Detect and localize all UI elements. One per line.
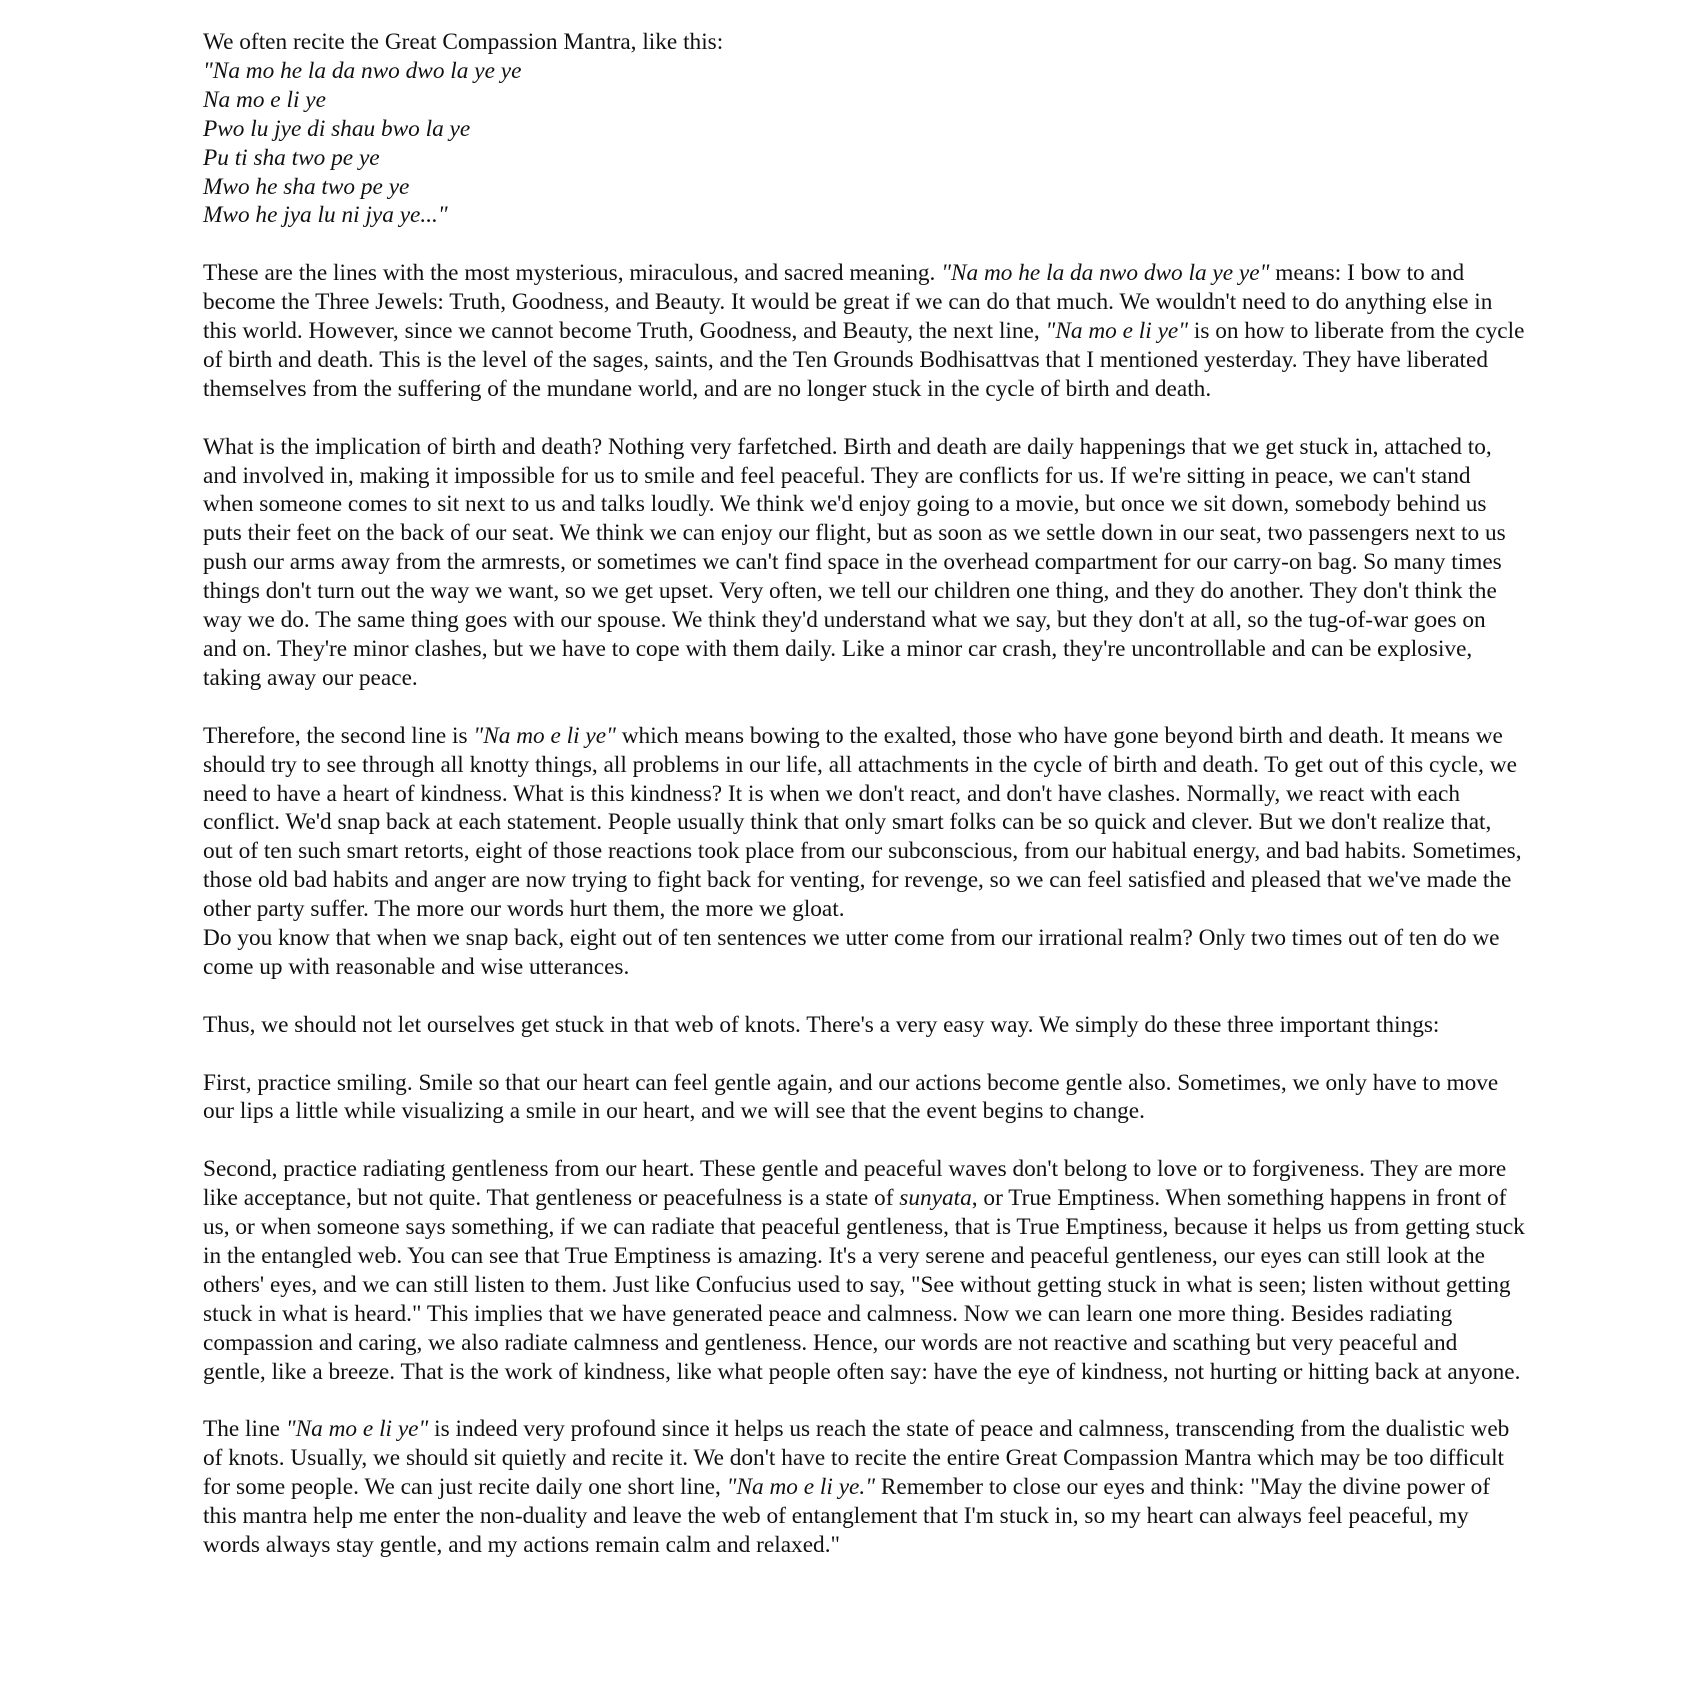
mantra-line: Mwo he sha two pe ye	[203, 173, 410, 200]
mantra-quote: "Na mo he la da nwo dwo la ye ye"	[941, 260, 1270, 287]
paragraph-birth-and-death: What is the implication of birth and death? Nothing very farfetched. Birth and death are daily happenings that we get stuck in, attached to, and involved in, making it impossible for us to smile and feel peaceful. They are conflicts for us. If we're sitting in peace, we can't stand when someone comes to sit next to us and talks loudly. We think we'd enjoy going to a movie, but once we sit down, somebody behind us puts their feet on the back of our seat. We think we can enjoy our flight, but as soon as we settle down in our seat, two passengers next to us push our arms away from the armrests, or sometimes we can't find space in the overhead compartment for our carry-on bag. So many times things don't turn out the way we want, so we get upset. Very often, we tell our children one thing, and they do another. They don't think the way we do. The same thing goes with our spouse. We think they'd understand what we say, but they don't at all, so the tug-of-war goes on and on. They're minor clashes, but we have to cope with them daily. Like a minor car crash, they're uncontrollable and can be explosive, taking away our peace.	[203, 433, 1506, 691]
sunyata-term: sunyata	[899, 1185, 972, 1212]
paragraph-second-practice: Second, practice radiating gentleness from our heart. These gentle and peaceful waves don't belong to love or to forgiveness. They are more like acceptance, but not quite. That gentleness or peacefulness is a state of sunyata, or True Emptiness. When something happens in front of us, or when someone says something, if we can radiate that peaceful gentleness, that is True Emptiness, because it helps us from getting stuck in the entangled web. You can see that True Emptiness is amazing. It's a very serene and peaceful gentleness, our eyes can still look at the others' eyes, and we can still listen to them. Just like Confucius used to say, "See without getting stuck in what is seen; listen without getting stuck in what is heard." This implies that we have generated peace and calmness. Now we can learn one more thing. Besides radiating compassion and caring, we also radiate calmness and gentleness. Hence, our words are not reactive and scathing but very peaceful and gentle, like a breeze. That is the work of kindness, like what people often say: have the eye of kindness, not hurting or hitting back at anyone.	[203, 1156, 1525, 1385]
mantra-line: Mwo he jya lu ni jya ye..."	[203, 202, 448, 229]
paragraph-meaning: These are the lines with the most mysterious, miraculous, and sacred meaning. "Na mo he la da nwo dwo la ye ye" means: I bow to and become the Three Jewels: Truth, Goodness, and Beauty. It would be great if we can do that much. We wouldn't need to do anything else in this world. However, since we cannot become Truth, Goodness, and Beauty, the next line, "Na mo e li ye" is on how to liberate from the cycle of birth and death. This is the level of the sages, saints, and the Ten Grounds Bodhisattvas that I mentioned yesterday. They have liberated themselves from the suffering of the mundane world, and are no longer stuck in the cycle of birth and death.	[203, 260, 1525, 402]
mantra-line: Pwo lu jye di shau bwo la ye	[203, 115, 471, 142]
mantra-quote: "Na mo e li ye"	[1045, 318, 1189, 345]
paragraph-web-of-knots: Thus, we should not let ourselves get stuck in that web of knots. There's a very easy way. We simply do these three important things:	[203, 1011, 1440, 1038]
mantra-line: Na mo e li ye	[203, 86, 326, 113]
document-page	[203, 28, 1525, 1560]
mantra-quote: "Na mo e li ye"	[473, 722, 616, 749]
mantra-quote: "Na mo e li ye"	[285, 1416, 429, 1443]
paragraph-first-practice: First, practice smiling. Smile so that our heart can feel gentle again, and our actions become gentle also. Sometimes, we only have to move our lips a little while visualizing a smile in our heart, and we will see that the event begins to change.	[203, 1069, 1499, 1125]
mantra-quote: "Na mo e li ye."	[726, 1474, 875, 1501]
intro-line: We often recite the Great Compassion Mantra, like this:	[203, 29, 724, 55]
mantra-line: Pu ti sha two pe ye	[203, 144, 380, 171]
paragraph-snap-back: Do you know that when we snap back, eight out of ten sentences we utter come from our irrational realm? Only two times out of ten do we come up with reasonable and wise utterances.	[203, 925, 1500, 980]
paragraph-profound-line: The line "Na mo e li ye" is indeed very profound since it helps us reach the state of peace and calmness, transcending from the dualistic web of knots. Usually, we should sit quietly and recite it. We don't have to recite the entire Great Compassion Mantra which may be too difficult for some people. We can just recite daily one short line, "Na mo e li ye." Remember to close our eyes and think: "May the divine power of this mantra help me enter the non-duality and leave the web of entanglement that I'm stuck in, so my heart can always feel peaceful, my words always stay gentle, and my actions remain calm and relaxed."	[203, 1416, 1510, 1559]
mantra-line: "Na mo he la da nwo dwo la ye ye	[203, 57, 522, 84]
mantra-block	[203, 28, 1525, 230]
paragraph-second-line: Therefore, the second line is "Na mo e li ye" which means bowing to the exalted, those who have gone beyond birth and death. It means we should try to see through all knotty things, all problems in our life, all attachments in the cycle of birth and death. To get out of this cycle, we need to have a heart of kindness. What is this kindness? It is when we don't react, and don't have clashes. Normally, we react with each conflict. We'd snap back at each statement. People usually think that only smart folks can be so quick and clever. But we don't realize that, out of ten such smart retorts, eight of those reactions took place from our subconscious, from our habitual energy, and bad habits. Sometimes, those old bad habits and anger are now trying to fight back for venting, for revenge, so we can feel satisfied and pleased that we've made the other party suffer. The more our words hurt them, the more we gloat.	[203, 722, 1522, 923]
